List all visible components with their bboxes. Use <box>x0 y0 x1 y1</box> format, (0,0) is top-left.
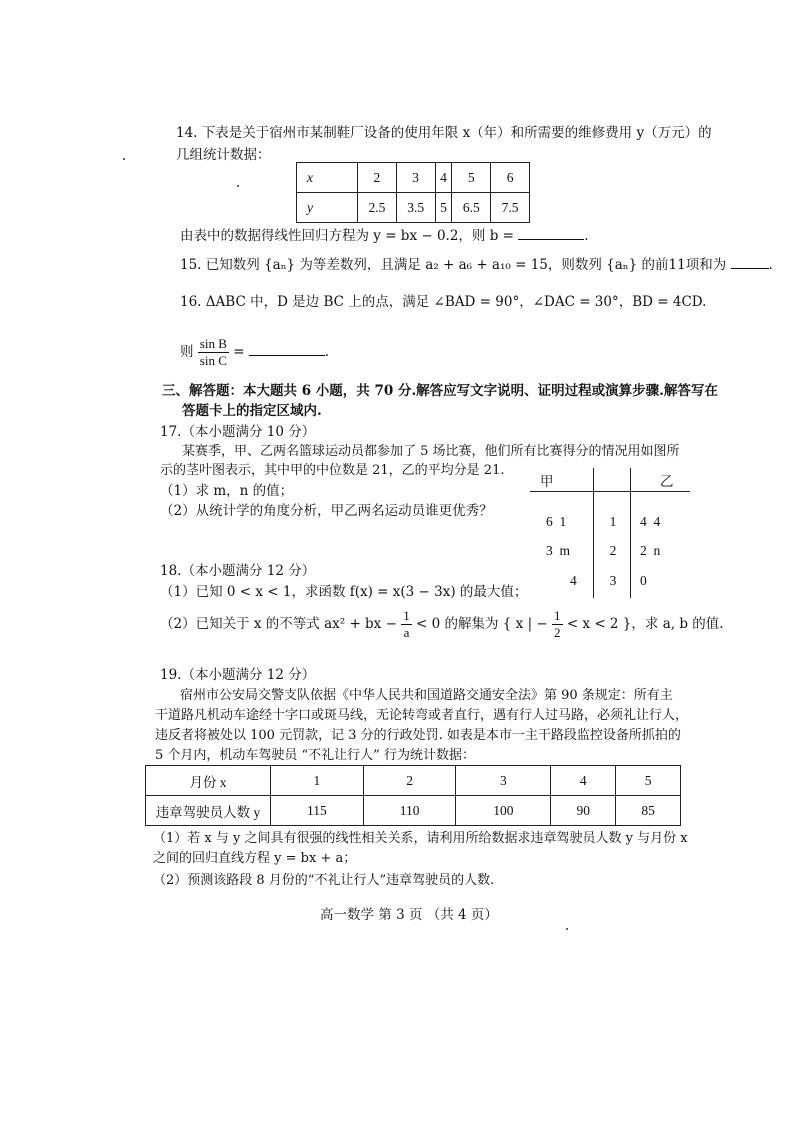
q14-table-x-cell: 6 <box>491 163 530 193</box>
q18-set-frac-num: 1 <box>554 608 561 623</box>
q19-table-count: 115 <box>271 796 364 826</box>
q19-para4: 5 个月内，机动车驾驶员 “不礼让行人” 行为统计数据： <box>155 748 475 763</box>
q14-text-line3: 由表中的数据得线性回归方程为 y = bx − 0.2，则 b = <box>180 228 514 244</box>
q15-end: . <box>768 257 773 273</box>
q18-score: （本小题满分 12 分） <box>181 563 316 579</box>
q18-frac-1-over-2 <box>552 608 563 641</box>
q18-number: 18. <box>160 563 182 579</box>
q19-table-month: 2 <box>363 766 456 796</box>
q14-table-x-cell: 3 <box>396 163 435 193</box>
q19-table-count: 90 <box>551 796 616 826</box>
stem-leaf-left-header: 甲 <box>540 474 554 489</box>
q18-sub2 <box>160 606 724 642</box>
q14-table-y-cell: 7.5 <box>491 193 530 223</box>
q17-sub1: （1）求 m，n 的值； <box>160 483 294 499</box>
q14-table-x-cell: 2 <box>358 163 397 193</box>
q15-answer-blank <box>731 255 769 269</box>
q19-header <box>160 666 315 684</box>
q14-number: 14. <box>176 125 198 141</box>
q15-line <box>180 255 773 274</box>
q14-table-x-cell: 4 <box>435 163 452 193</box>
q19-table-month: 4 <box>551 766 616 796</box>
q17-sub2: （2）从统计学的角度分析，甲乙两名运动员谁更优秀？ <box>160 503 493 519</box>
scan-speck <box>566 928 568 930</box>
q19-table-count: 85 <box>616 796 681 826</box>
q18-frac-1-over-a <box>401 608 412 641</box>
q14-table <box>296 162 530 223</box>
q19-table-count: 100 <box>456 796 551 826</box>
q14-table-y-cell: 6.5 <box>452 193 491 223</box>
q14-line1 <box>176 124 712 142</box>
q18-sub2-b: < 0 的解集为 <box>416 616 499 632</box>
q16-frac-den: sin C <box>199 353 227 368</box>
q19-table-row-label: 违章驾驶员人数 y <box>146 796 271 826</box>
scan-speck <box>123 158 125 160</box>
q19-sub2: （2）预测该路段 8 月份的“不礼让行人”违章驾驶员的人数. <box>153 873 495 888</box>
q17-para1: 某赛季，甲、乙两名篮球运动员都参加了 5 场比赛，他们所有比赛得分的情况用如图所 <box>182 444 680 459</box>
stem-leaf-right-leaves: 0 <box>640 573 647 588</box>
q19-sub1-b: 之间的回归直线方程 y = bx + a； <box>153 851 357 866</box>
q16-end: . <box>324 344 330 360</box>
q14-table-x-cell: 5 <box>452 163 491 193</box>
q19-table <box>145 765 681 826</box>
q14-answer-blank <box>518 226 584 240</box>
q19-table-month: 5 <box>616 766 681 796</box>
stem-leaf-right-divider <box>630 468 631 598</box>
q14-table-y-cell: 3.5 <box>396 193 435 223</box>
section3-line2: 答题卡上的指定区域内. <box>182 403 322 419</box>
q16-text: ΔABC 中，D 是边 BC 上的点，满足 ∠BAD = 90°，∠DAC = 30°，BD = 4CD. <box>205 294 707 310</box>
q18-set-a: { x | − <box>502 616 548 632</box>
stem-leaf-header-divider <box>530 491 690 492</box>
q18-sub2-c: ，求 a, b 的值. <box>631 616 724 632</box>
q19-para3: 违反者将被处以 100 元罚款，记 3 分的行政处罚. 如表是本市一主干路段监控设备所抓拍的 <box>155 728 681 743</box>
q19-table-count: 110 <box>363 796 456 826</box>
stem-leaf-stem: 2 <box>609 543 617 558</box>
q16-frac-num: sin B <box>199 336 227 351</box>
q19-para1: 宿州市公安局交警支队依据《中华人民共和国道路交通安全法》第 90 条规定：所有主 <box>180 688 673 703</box>
q14-table-y-cell: 2.5 <box>358 193 397 223</box>
q19-sub1-a: （1）若 x 与 y 之间具有很强的线性相关关系，请利用所给数据求违章驾驶员人数 y 与月份 x <box>153 831 688 846</box>
q19-table-header: 月份 x <box>146 766 271 796</box>
q15-number: 15. <box>180 257 202 273</box>
stem-leaf-right-header: 乙 <box>660 474 674 489</box>
stem-leaf-right-leaves: 4 4 <box>640 514 661 529</box>
q18-sub2-a: （2）已知关于 x 的不等式 ax² + bx − <box>160 616 397 632</box>
stem-leaf-left-leaves: 4 <box>570 573 577 588</box>
scan-speck <box>237 185 239 187</box>
section3-line1: 三、解答题：本大题共 6 小题，共 70 分.解答应写文字说明、证明过程或演算步骤.解答写在 <box>162 383 718 399</box>
q18-header <box>160 562 315 580</box>
stem-leaf-stem: 1 <box>609 514 617 529</box>
q17-header <box>160 423 315 441</box>
q16-answer-blank <box>249 342 325 356</box>
q16-ratio-line <box>180 332 329 372</box>
stem-leaf-left-leaves: 6 1 <box>546 514 567 529</box>
q17-score: （本小题满分 10 分） <box>181 424 316 440</box>
q18-frac-den: a <box>403 625 410 640</box>
q16-equals: = <box>233 344 245 360</box>
q19-table-month: 1 <box>271 766 364 796</box>
q14-line2: 几组统计数据： <box>176 147 271 163</box>
stem-leaf-right-leaves: 2 n <box>640 543 661 558</box>
q18-set-frac-den: 2 <box>554 625 561 640</box>
q16-prefix: 则 <box>180 344 194 360</box>
q14-table-y-cell: 5 <box>435 193 452 223</box>
stem-leaf-left-leaves: 3 m <box>546 543 571 558</box>
q19-score: （本小题满分 12 分） <box>181 667 316 683</box>
q16-fraction <box>198 336 229 369</box>
q14-table-y-label: y <box>297 193 358 223</box>
q14-text-line1: 下表是关于宿州市某制鞋厂设备的使用年限 x（年）和所需要的维修费用 y（万元）的 <box>201 125 712 141</box>
q14-line3: 由表中的数据得线性回归方程为 y = bx − 0.2，则 b = . <box>180 228 589 244</box>
q18-frac-num: 1 <box>403 608 410 623</box>
stem-leaf-left-divider <box>593 468 594 598</box>
stem-leaf-stem: 3 <box>609 573 617 588</box>
q16-number: 16. <box>180 294 202 310</box>
q19-number: 19. <box>160 667 182 683</box>
q19-table-month: 3 <box>456 766 551 796</box>
q14-table-x-label: x <box>297 163 358 193</box>
q16-line <box>180 293 706 311</box>
q17-number: 17. <box>160 424 182 440</box>
q19-para2: 干道路凡机动车途经十字口或斑马线，无论转弯或者直行，遇有行人过马路，必须礼让行人， <box>155 708 689 723</box>
q15-text: 已知数列 {aₙ} 为等差数列，且满足 a₂ + a₆ + a₁₀ = 15，则数列 {aₙ} 的前11项和为 <box>205 257 727 273</box>
page-footer: 高一数学 第 3 页 （共 4 页） <box>320 907 498 923</box>
q18-sub1: （1）已知 0 < x < 1，求函数 f(x) = x(3 − 3x) 的最大值； <box>160 584 528 600</box>
q17-para2: 示的茎叶图表示，其中甲的中位数是 21，乙的平均分是 21. <box>160 463 505 478</box>
q18-set-b: < x < 2 } <box>566 616 632 632</box>
